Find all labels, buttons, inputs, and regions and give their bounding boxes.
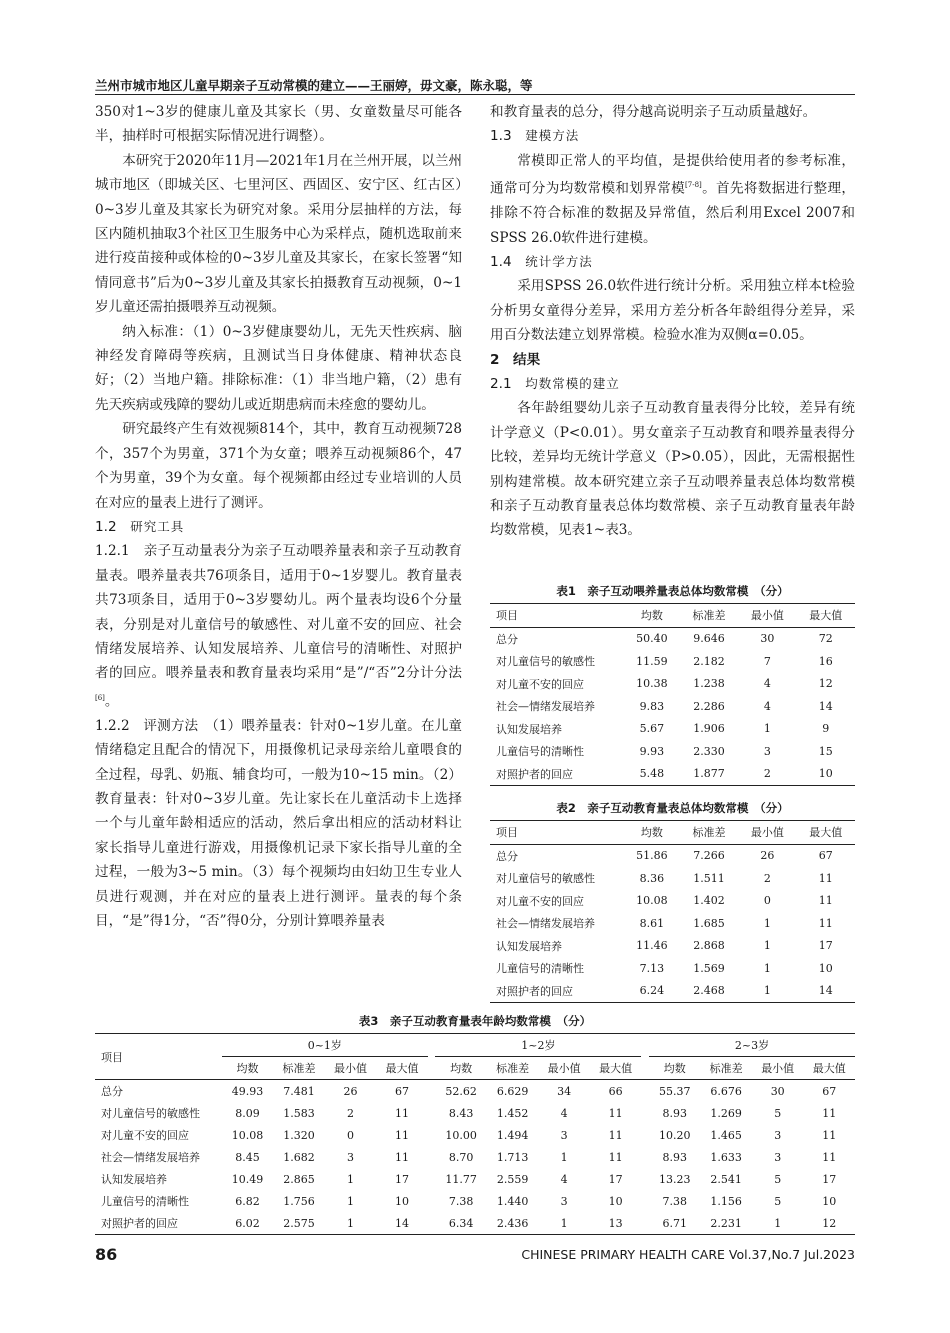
table-cell: 11 [608,1106,623,1120]
table-cell: 10.49 [231,1172,264,1186]
citation: [7-8] [685,181,702,190]
table-cell: 13 [608,1216,623,1230]
table-cell: 11 [608,1150,623,1164]
table-cell: 14 [818,984,833,998]
column-header: 标准差 [496,1062,530,1075]
table-cell: 3 [560,1194,568,1208]
table-cell: 1 [347,1216,355,1230]
table-cell: 2.468 [693,984,725,998]
table-cell: 14 [395,1216,410,1230]
table-cell: 12 [818,677,833,691]
table-cell: 5 [774,1194,782,1208]
table-cell: 11 [818,894,833,908]
table-row [95,1102,855,1124]
table-cell: 2.231 [710,1216,742,1230]
row-label: 总分 [496,849,518,863]
table-cell: 7.481 [283,1084,315,1098]
table-cell: 3 [560,1128,568,1142]
table-cell: 11 [608,1128,623,1142]
table-cell: 11 [818,916,833,930]
table-cell: 11 [822,1128,837,1142]
table-cell: 1.156 [710,1194,742,1208]
table-cell: 1.238 [693,677,725,691]
row-label: 对照护者的回应 [496,767,573,781]
table-cell: 66 [608,1084,623,1098]
table-cell: 26 [760,849,775,863]
column-header: 标准差 [282,1062,316,1075]
table-cell: 30 [760,632,775,646]
row-label: 对照护者的回应 [101,1217,178,1230]
column-header: 最小值 [334,1062,368,1075]
table-cell: 8.93 [662,1106,687,1120]
table-cell: 7.13 [639,961,665,975]
row-label: 儿童信号的清晰性 [496,962,584,976]
table-row [490,740,855,763]
table-cell: 1.511 [693,871,725,885]
row-label: 社会—情绪发展培养 [101,1151,200,1164]
table-cell: 2 [347,1106,355,1120]
row-label: 儿童信号的清晰性 [496,745,584,759]
table-cell: 10.20 [658,1128,691,1142]
right-column [490,100,855,543]
table-cell: 11 [395,1150,410,1164]
table-cell: 13.23 [658,1172,691,1186]
table-row [490,695,855,718]
table-cell: 5.48 [639,767,665,781]
column-header: 均数 [236,1062,259,1075]
column-header: 最大值 [809,609,843,623]
column-header: 最小值 [750,609,784,623]
table-cell: 10 [608,1194,623,1208]
table-cell: 1.452 [496,1106,529,1120]
table-cell: 1.713 [496,1150,529,1164]
citation: [6] [95,693,105,702]
header-rule [95,94,855,95]
table-cell: 11 [395,1128,410,1142]
table-cell: 4 [560,1106,568,1120]
table-cell: 1 [763,916,771,930]
table-cell: 10 [822,1194,837,1208]
table-cell: 5.67 [639,722,665,736]
table-cell: 8.09 [235,1106,260,1120]
table-cell: 49.93 [231,1084,264,1098]
table-cell: 1.402 [693,894,725,908]
table-cell: 4 [763,699,771,713]
table-cell: 34 [557,1084,572,1098]
table-cell: 1 [560,1150,568,1164]
table-cell: 6.71 [662,1216,687,1230]
paragraph: 和教育量表的总分，得分越高说明亲子互动质量越好。 [490,104,817,120]
table-caption: 表2 亲子互动教育量表总体均数常模 （分） [556,801,789,815]
column-header: 最大值 [599,1062,633,1075]
table-row [95,1168,855,1190]
table-cell: 1 [347,1172,355,1186]
row-label: 对照护者的回应 [496,984,573,998]
table-cell: 2.436 [496,1216,529,1230]
table-cell: 1.906 [693,722,725,736]
table-cell: 8.43 [448,1106,474,1120]
table-cell: 9.646 [693,632,725,646]
table-cell: 67 [818,849,833,863]
section-heading-1-4: 1.4 统计学方法 [490,253,593,270]
table-cell: 1 [763,961,771,975]
row-label: 对儿童不安的回应 [496,677,584,691]
table-cell: 1.320 [283,1128,315,1142]
paragraph: 纳入标准：（1）0~3岁健康婴幼儿，无先天性疾病、脑神经发育障碍等疾病，且测试当日身体健康、精神状态良好；（2）当地户籍。排除标准：（1）非当地户籍，（2）患有先天疾病或残障的婴幼儿或近期患病而未痊愈的婴幼儿。 [95,323,462,413]
table-cell: 11 [395,1106,410,1120]
table-cell: 8.45 [235,1150,260,1164]
table-3 [95,1013,855,1235]
table-row [490,844,855,867]
column-header: 均数 [640,826,663,840]
paragraph: 各年龄组婴幼儿亲子互动教育量表得分比较，差异有统计学意义（P<0.01）。男女童亲子互动教育和喂养量表得分比较，差异均无统计学意义（P>0.05），因此，无需根据性别构建常模。故本研究建立亲子互动喂养量表总体均数常模和亲子互动教育量表总体均数常模、亲子互动教育量表年龄均数常模，见表1~表3。 [490,400,855,539]
row-label: 儿童信号的清晰性 [101,1195,189,1208]
table-cell: 55.37 [658,1084,691,1098]
group-header: 0~1岁 [222,1034,428,1057]
table-cell: 51.86 [636,849,668,863]
table-row [95,1190,855,1212]
table-cell: 7.38 [448,1194,474,1208]
table-cell: 6.34 [448,1216,474,1230]
table-cell: 17 [395,1172,410,1186]
left-column [95,100,462,933]
table-cell: 5 [774,1172,782,1186]
table-cell: 72 [818,632,833,646]
running-header: 兰州市城市地区儿童早期亲子互动常模的建立——王丽婷，毋文豪，陈永聪，等 [95,78,533,93]
column-header: 均数 [640,609,663,623]
table-cell: 67 [395,1084,410,1098]
table-cell: 10.08 [636,894,668,908]
table-row [490,867,855,890]
table-cell: 11 [822,1106,837,1120]
table-cell: 1 [763,722,771,736]
row-label: 对儿童不安的回应 [101,1129,189,1142]
table-caption: 表3 亲子互动教育量表年龄均数常模 （分） [358,1014,592,1028]
table-cell: 1 [347,1194,355,1208]
row-label: 对儿童不安的回应 [496,894,584,908]
table-cell: 2.575 [283,1216,315,1230]
table-cell: 15 [818,744,833,758]
table-cell: 2.865 [283,1172,315,1186]
column-header: 标准差 [692,826,726,840]
table-row [95,1212,855,1235]
column-header: 最小值 [761,1062,795,1075]
column-header: 标准差 [709,1062,743,1075]
table-1 [490,583,855,786]
group-header: 1~2岁 [435,1034,641,1057]
table-cell: 9.93 [639,744,665,758]
table-cell: 1.756 [283,1194,315,1208]
table-cell: 11.77 [445,1172,477,1186]
table-cell: 7.266 [693,849,725,863]
table-row [490,912,855,935]
column-header: 项目 [95,1034,222,1080]
table-cell: 10.08 [231,1128,264,1142]
row-label: 对儿童信号的敏感性 [101,1107,200,1120]
table-cell: 17 [822,1172,837,1186]
table-cell: 2.182 [693,654,725,668]
table-cell: 1.569 [693,961,725,975]
table-cell: 6.629 [496,1084,529,1098]
table-cell: 1.633 [710,1150,742,1164]
column-header: 项目 [496,826,518,840]
column-header: 最大值 [812,1062,846,1075]
table-cell: 14 [818,699,833,713]
table-cell: 6.676 [710,1084,742,1098]
table-cell: 2.559 [496,1172,529,1186]
column-header: 最小值 [750,826,784,840]
table-cell: 1.269 [710,1106,742,1120]
table-cell: 17 [818,939,833,953]
table-cell: 30 [770,1084,785,1098]
table-cell: 3 [774,1128,782,1142]
table-row [490,763,855,786]
paragraph: 常模即正常人的平均值，是提供给使用者的参考标准，通常可分为均数常模和划界常模[7-8]。首先将数据进行整理，排除不符合标准的数据及异常值，然后利用Excel 2007和SPSS 26.0软件进行建模。 [490,152,856,246]
paragraph: 本研究于2020年11月—2021年1月在兰州开展，以兰州城市地区（即城关区、七里河区、西固区、安宁区、红古区）0~3岁儿童及其家长为研究对象。采用分层抽样的方法，每区内随机抽取3个社区卫生服务中心为采样点，随机选取前来进行疫苗接种或体检的0~3岁儿童及其家长，在家长签署“知情同意书”后为0~3岁儿童及其家长拍摄教育互动视频，0~1岁儿童还需拍摄喂养互动视频。 [95,152,463,316]
table-cell: 7 [763,654,771,668]
paragraph: 研究最终产生有效视频814个，其中，教育互动视频728个，357个为男童，371个为女童；喂养互动视频86个，47个为男童，39个为女童。每个视频都由经过专业培训的人员在对应的量表上进行了测评。 [95,421,462,511]
row-label: 总分 [101,1085,123,1098]
table-cell: 11 [822,1150,837,1164]
section-heading-1-3: 1.3 建模方法 [490,128,580,145]
column-header: 标准差 [692,609,726,623]
row-label: 社会—情绪发展培养 [496,917,595,931]
table-cell: 10 [818,961,833,975]
table-cell: 2 [763,767,771,781]
row-label: 总分 [496,632,518,646]
table-cell: 17 [608,1172,623,1186]
group-header: 2~3岁 [649,1034,855,1057]
table-cell: 1 [763,939,771,953]
table-cell: 3 [347,1150,355,1164]
paragraph: 1.2.2 评测方法 （1）喂养量表：针对0~1岁儿童。在儿童情绪稳定且配合的情况下，用摄像机记录母亲给儿童喂食的全过程，母乳、奶瓶、辅食均可，一般为10~15 min。（2）教育量表：针对0~3岁儿童。先让家长在儿童活动卡上选择一个与儿童年龄相适应的活动，然后拿出相应的活动材料让家长指导儿童进行游戏，用摄像机记录下家长指导儿童的全过程，一般为3~5 min。（3）每个视频均由妇幼卫生专业人员进行观测，并在对应的量表上进行测评。量表的每个条目，“是”得1分，“否”得0分，分别计算喂养量表 [95,717,462,929]
row-label: 对儿童信号的敏感性 [496,655,595,669]
table-cell: 1 [560,1216,568,1230]
table-cell: 12 [822,1216,837,1230]
table-cell: 1 [774,1216,782,1230]
table-cell: 11.46 [636,939,668,953]
table-cell: 67 [822,1084,837,1098]
table-cell: 1 [763,984,771,998]
column-header: 项目 [496,609,518,623]
table-row [490,957,855,980]
table-cell: 11.59 [636,654,668,668]
table-cell: 9 [822,722,830,736]
paragraph: 1.2.1 亲子互动量表分为亲子互动喂养量表和亲子互动教育量表。喂养量表共76项条目，适用于0~1岁婴儿。教育量表共73项条目，适用于0~3岁婴幼儿。两个量表均设6个分量表，分别是对儿童信号的敏感性、对儿童不安的回应、社会情绪发展培养、认知发展培养、儿童信号的清晰性、对照护者的回应。喂养量表和教育量表均采用“是”/“否”2分计分法[6]。 [95,543,462,710]
table-cell: 26 [343,1084,358,1098]
table-cell: 0 [347,1128,355,1142]
table-cell: 7.38 [662,1194,687,1208]
table-row [490,673,855,696]
paragraph: 采用SPSS 26.0软件进行统计分析。采用独立样本t检验分析男女童得分差异，采用方差分析各年龄组得分差异，采用百分数法建立划界常模。检验水准为双侧α=0.05。 [490,278,855,344]
table-cell: 10.00 [445,1128,477,1142]
table-row [490,890,855,913]
table-row [95,1080,855,1103]
table-cell: 2.868 [693,939,725,953]
table-row [490,718,855,741]
table-cell: 8.61 [639,916,665,930]
table-row [490,935,855,958]
table-cell: 9.83 [639,699,665,713]
table-cell: 10 [818,767,833,781]
column-header: 最小值 [547,1062,581,1075]
table-cell: 50.40 [636,632,668,646]
table-cell: 4 [560,1172,568,1186]
table-cell: 3 [774,1150,782,1164]
table-row [490,650,855,673]
table-cell: 6.82 [235,1194,260,1208]
table-cell: 2.330 [693,744,725,758]
table-row [490,980,855,1003]
table-cell: 0 [763,894,771,908]
row-label: 认知发展培养 [496,939,562,953]
table-cell: 10 [395,1194,410,1208]
section-heading-1-2: 1.2 研究工具 [95,518,185,535]
table-cell: 16 [818,654,833,668]
table-caption: 表1 亲子互动喂养量表总体均数常模 （分） [556,584,789,598]
column-header: 最大值 [809,826,843,840]
table-cell: 2 [763,871,771,885]
table-cell: 1.465 [710,1128,742,1142]
table-cell: 8.93 [662,1150,687,1164]
table-cell: 6.02 [235,1216,260,1230]
row-label: 社会—情绪发展培养 [496,700,595,714]
column-header: 均数 [450,1062,473,1075]
table-row [490,627,855,650]
row-label: 认知发展培养 [101,1173,167,1186]
row-label: 对儿童信号的敏感性 [496,872,595,886]
table-cell: 1.440 [496,1194,529,1208]
table-cell: 2.286 [693,699,725,713]
table-cell: 8.36 [639,871,665,885]
table-cell: 2.541 [710,1172,742,1186]
table-row [95,1146,855,1168]
table-2 [490,800,855,1003]
table-cell: 3 [763,744,771,758]
page-number: 86 [95,1245,118,1264]
journal-footer: CHINESE PRIMARY HEALTH CARE Vol.37,No.7 Jul.2023 [521,1247,855,1262]
section-heading-2: 2 结果 [490,351,541,368]
table-cell: 52.62 [445,1084,477,1098]
table-cell: 1.494 [496,1128,529,1142]
table-cell: 1.877 [693,767,725,781]
row-label: 认知发展培养 [496,722,562,736]
table-cell: 1.685 [693,916,725,930]
section-heading-2-1: 2.1 均数常模的建立 [490,376,620,392]
table-cell: 1.583 [283,1106,315,1120]
paragraph: 350对1~3岁的健康儿童及其家长（男、女童数量尽可能各半，抽样时可根据实际情况进行调整）。 [95,104,462,145]
table-cell: 6.24 [639,984,665,998]
column-header: 均数 [663,1062,686,1075]
table-row [95,1124,855,1146]
table-cell: 1.682 [283,1150,315,1164]
table-cell: 4 [763,677,771,691]
table-cell: 5 [774,1106,782,1120]
table-cell: 11 [818,871,833,885]
column-header: 最大值 [385,1062,419,1075]
table-cell: 10.38 [636,677,668,691]
table-cell: 8.70 [448,1150,474,1164]
